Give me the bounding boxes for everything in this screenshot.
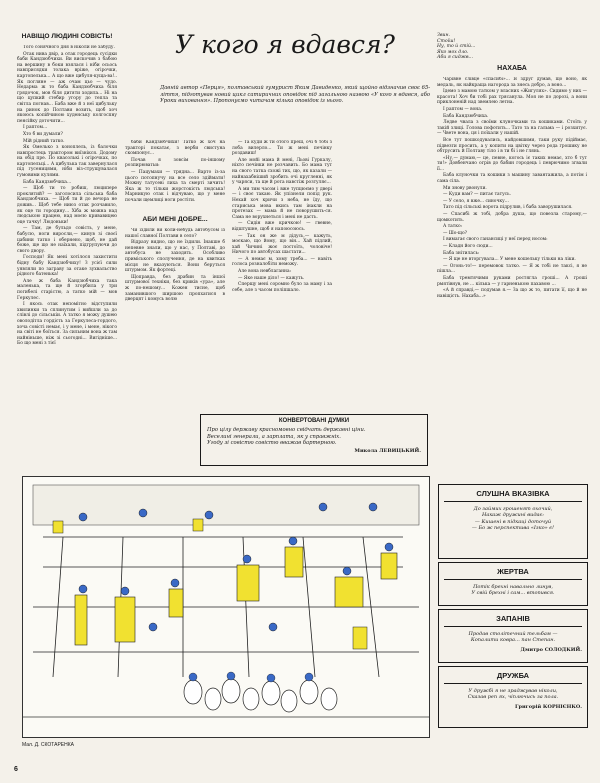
paragraph: І раптом... [23,125,48,131]
verse-line: Копалити ковра... пан Степан. [470,637,556,644]
converted-thoughts-author: Микола ЛЕВИЦЬКИЙ. [354,447,421,454]
paragraph: Ледве чвала з своїми клуночками та кошиками. Стоїть у такій злиці. Голова пофотить... Тато та на гальма — і розхитує. — Чвете вона, ця і поїхали у нашій. [437,120,587,137]
thought-line: Про цілу державу красномовно свідчать державні ціни. [207,427,366,433]
paragraph: «Ну,— думаю,— це, певне, когось іє таких немає, хто б тут ти!» Довбенчано огрів до бабин городець і певрючимо згвали її... [437,155,587,172]
thought-line: Веселині генерали, а зарплата, як у справжніх. [207,433,341,440]
paragraph: А ми тим часом і вже тупцюємо у двері — і своє такаю. Як упізнели попід рук. Нехай хоч кричи з неба, не їду, що стариська мова вкись там інакли на протезах — мама й не поворушить-ся. Сама не ворухнеться і мені не дасть. [232,186,332,220]
column-2 [125,140,225,328]
paragraph: Чарівне слівце «спасибі»... Я здруг думав, що воно, як медаль, як найкраща нагорода за знесь добро, а воно... [437,76,587,88]
box-friendship [438,666,588,728]
paragraph: Сперщу мені соромно було за маму і за себе, але з часом поліпшало. [232,282,332,293]
illustration-caption: Мал. Д. СКОТАРЕНКА [22,742,74,748]
paragraph: Хто б ви думали? [23,131,63,137]
paragraph: І якось отак непомітно відступили хвилинки та сплинутим і вийшли за до слівлі до сільськіи. А татко я можу душею оволодітла гордість за Геркулеса-гордого, хоча совісті немає, і у мене, і мене, нікого на світі не боїться. За сильним вона ж там найніньше, ніж зі сьогодні... Вигідніше... Бо що мені з тієї [17,302,117,347]
paragraph: — Сидін вже кричкою! — гвевне, відштушне, щоб я напоюсоюсь. [232,221,332,232]
paragraph: Чи їздили ви коли-небудь автобусом із нашої славної Полтави в село? [125,228,225,239]
box-victim [438,562,588,606]
paragraph: Але ж баба Кандзюбчиха така маленька, та ще й згорбила у три погибелі старістю, а татко мій — мов Геркулес. [17,278,117,301]
article-title-conscience: НАВІЩО ЛЮДИНІ СОВІСТЬ! [21,33,113,40]
paragraph: Як Омелько з коноплель, із балочки навпростець трактором виїзнікся. Додому на обід пре. По квасолькі і огірочках, по картопельці... А цибулька так завернулася під гусеницями, ніби віз-струщувалася гумовими кулями. [17,145,117,179]
paragraph: — Кладн його сюди... [443,244,493,249]
converted-thoughts-title: КОНВЕРТОВАНІ ДУМКИ [278,418,350,424]
poem-line: Стоїш! [437,38,456,44]
paragraph: — Огонь-то!— перемовок татко. — Я ж тобі не таксі, я не пішла... [437,263,587,275]
box-title: ЖЕРТВА [444,567,582,580]
paragraph: І раптом — вона. [443,106,483,112]
paragraph: Баба клуночки та кошики з машину завантажила, а потім і сама сіла. [437,173,587,185]
verse-line: — Кишені в підкаці доточуй [474,518,552,525]
verse-line: До займих грошенят охочий, [473,506,553,512]
paragraph: «А й справді,— подумав я.— За що ж то, питати її, що й не навіщість. Нахаба...» [437,288,587,299]
market-stalls-drawing [23,477,429,737]
paragraph: Ідемо з мамою татком у власних «Жигулях». Сидимо у них — красота! Хоч би тобі рах трясанула. Моя не по дорозі, а вони приклоненій над звемлею летна. [437,89,587,106]
article-body-bus [125,228,225,328]
paragraph: Тато під сільські ворота підрулив, і баба заворушилася. [443,205,573,211]
verse-line: — Бо ж перспектива «Ізко» є! [471,525,555,532]
column-1 [17,33,117,370]
box-title: ДРУЖБА [444,671,582,684]
box-author: Григорій КОРНІЄНКО. [515,703,582,710]
box-lines [444,506,582,532]
paragraph: баби Кандзюбчихи! Татко ж хоч на тракторі покатає, з верби свистуна скомпонує... [125,140,225,157]
box-lines [444,631,582,644]
paragraph: — Шо-що? [443,230,468,236]
paragraph: — Так он же м дідусь,— кажуть, моєкаю, що йому, що він... Хай підлий, хай Чичині жоє постоїть, чоловіче! Ничого по автобусах шастати... [232,233,332,256]
poem-stanza [437,33,587,61]
article-body-conscience [17,45,117,370]
feature-title: У кого я вдався? [175,30,395,59]
paragraph: Відразу видно, що не їздили. Інакше б непевне знали, що у нас, у Полтаві, до автобуса не заходять. Особливо приміського сполучення, де на квитках місця не вказуються. Вони беруться штурмом. Як фортеці. [125,240,225,274]
paragraph: Того сонячного дня в ніколи не забуду. [23,45,115,50]
paragraph: Мій рідний татко. [23,138,65,144]
thought-line: Угоду зі совістю совістю вважав бартерною. [207,440,337,447]
subtitle-if-good-for-me: АБИ МЕНІ ДОБРЕ... [142,216,208,223]
paragraph: І вимагає свого ганансиці у неї перед носом: [443,237,548,243]
paragraph: — Та куди ж ти отого преш, очі б тобі з лоба вилерло... Ти ж мені печінку роздавиш! [232,140,332,157]
poem-line: Яко мох дло. [437,49,469,55]
paragraph: — У село, я вже... синочку... [443,198,509,204]
paragraph: — Куди вам? — питає татусь. [443,192,511,198]
page-number: 6 [14,766,18,773]
poem-line: Звин. [437,33,450,38]
box-author: Дмитро СОЛОДКИЙ. [520,646,582,653]
box-zapaniv [438,609,588,663]
paragraph: Все тут пошкодувались, найдовшими, таки руку підіймає, підвезти просить, а у копити на цвітку через рода грошику не обтрусить й Полтаву тіло і в ти бі і не глянь. [437,137,587,155]
paragraph: — Пацумахи — трядна... Варто із-за цього потопнучу на все село здіймати! Можну татусеві лиха та смерті зичить! Яка ж то тільки жорстокість людська! Марникую отак і відчуваю, що у мене почали щемлиці ноги ростіти. [125,169,225,203]
feature-intro: Давній автор «Перця», полтавський гумурист Яким Давиденко, який щойно відзначив своє 65-ліття, підготував новий цикл сатиричних оповідок під загальною назвою «У кого я вдався, або Уроки виховання». Пропонуємо читачам кілька оповідок із нього. [160,85,430,105]
paragraph: Ми знову рвонули. [443,185,487,191]
paragraph: — Я ще не вторгувала... У мене кошельку тільки на ліки. [443,257,576,263]
paragraph: А татко: [443,224,463,230]
box-title: СЛУШНА ВКАЗІВКА [444,489,582,502]
paragraph: Баба знітилась: [443,250,480,256]
converted-thoughts-lines [207,427,421,447]
paragraph: Баба Кандзюбчиха... [23,179,72,185]
paragraph: — Яке наше діло! — кажуть. [238,275,305,281]
box-lines [444,584,582,597]
verse-line: Сказав реп ях, чіплючись за пола. [467,694,559,701]
paragraph: Але вона невблаганна: [238,269,292,275]
paragraph: — Там, де бульдо совість, у мене, бабусю, ноги виросли,— кинув зі своєї цабини татко і обернено, щоб, не дай боже, ще що не наїхали, підгрупуючи до свого двору. [17,226,117,254]
paragraph: Але мойі мама й мені, Льові Гуркалу, ніхто печінки не розчавить. Бо мама тут на свого татка схожі тих, що, як казали — найнахабніший зробить очі кругленні, як у чаряси, та ще й рота навстіж розтуляє... [232,157,332,186]
article-body-nakhaba [437,77,587,402]
paragraph: — Щоб ти то робиш, люципере проклятий? — заголосила сільська баба Кандзюбчиха. — Щоб ти й до вечора не дожив... Щоб тебе ниюз отак розчавило, як оце ти городину... Хіба ж можна над людською працею, над моєю кривавицею оце тачку! Людоньки! [17,186,117,225]
verse-line: Продав столітечний тельбам — [468,631,558,637]
verse-line: Потік брехні навально линув, [473,584,553,590]
column-4 [437,33,587,402]
subtitle-nakhaba: НАХАБА [497,64,527,72]
article-body-continued [125,140,225,210]
verse-line: У свій брехні і сам... втопився. [471,590,555,597]
poem-line: Ну, то й стій... [437,44,476,50]
poem-line: Аби я сиджв... [437,55,473,61]
verse-line: Накаж дружині видає: [481,512,544,519]
paragraph: — А немає м, хому треба... — навіть голоса розналобіти неможу. [232,256,332,268]
paragraph: Баба тремтячими руками ростягла гроші... А гроші рмятівнув, не ... кілька — у гарненькою пахавою ... [437,275,587,287]
paragraph: Почав я зовсім по-іншому розпирюватьи: [125,157,225,169]
paragraph: Щоправда, без драбин та іншої штурмової техніки, без криків «ура», але ж по-нешому... Кожен тисне, щоб заманившого ширшою пропхатися в дверцят і комусь волю [125,274,225,303]
article-body-bus-continued [232,140,332,345]
box-lines [444,688,582,701]
paragraph: Отак нива двір, а отак городець сусідки баби Кандзюбчихи. Ви вискочив з бабою на вершину в боки взялася і ніби осьось навприсядки толака вріже, огірочки, картопелька... А що вже цибуля-куща-ва!.. Як погляне — аж очам цьо — чудо. Недарма ж то баба Кандзюбчиха біля грядочок, мов біля дитяти ходила... Ні на що цупкий стебир угору до тепла та світла погнав... Баба вже й з неї цибульку на ринок до Полтави возить, щоб хоч якоюсь копійчиною худенську колгоспну пенсійку доточити... [17,51,117,124]
cartoon-illustration [22,476,430,738]
paragraph: Баба Кандзюбчиха. [443,113,489,119]
box-title: ЗАПАНІВ [444,614,582,627]
box-sound-advice [438,484,588,559]
paragraph: — Спасибі ж тобі, добра душа, що повезла старому,— щомкотить. [437,212,587,223]
paragraph: Господи! Як мені хотілося захистити бідну бабу Кандзюбчиху! З усієї сили уявляли по заграву за отаке зухвальство рідного батенька! [17,255,117,278]
converted-thoughts-box [200,414,428,466]
verse-line: У дружбі я не зраджував ніколи, [468,688,558,694]
column-3 [232,140,332,345]
